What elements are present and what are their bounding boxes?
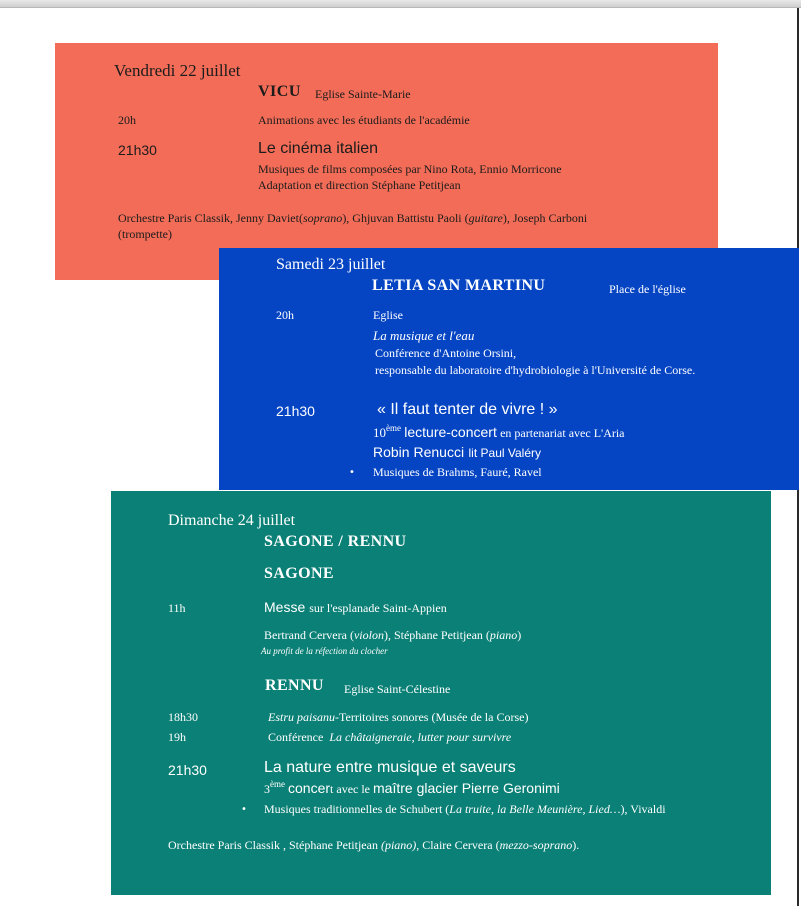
friday-event2-title: Le cinéma italien: [258, 140, 379, 157]
saturday-event2-title: « Il faut tenter de vivre ! »: [377, 401, 558, 418]
performer-role: guitare: [468, 211, 503, 225]
friday-event1-text: Animations avec les étudiants de l'académie: [258, 113, 470, 127]
friday-program-box: [55, 43, 718, 280]
bullet-icon: •: [241, 804, 247, 815]
mass-title: Messe: [264, 599, 306, 615]
sunday-mass-performers: [264, 628, 521, 643]
event-description: -Territoires sonores (Musée de la Corse): [335, 710, 529, 724]
sunday-mass-note: Au profit de la réfection du clocher: [261, 646, 388, 656]
event-partner: en partenariat avec L'Aria: [500, 426, 625, 440]
music-works: La truite, la Belle Meunière, Lied…: [449, 802, 621, 816]
sunday-event3-concert-line: [264, 780, 560, 797]
sunday-place1: SAGONE: [264, 565, 334, 582]
performer-text: Orchestre Paris Classik , Stéphane Petitjean: [168, 838, 381, 852]
performer-text: Orchestre Paris Classik, Jenny Daviet(: [118, 211, 303, 225]
friday-place: VICU: [258, 83, 301, 100]
mass-location: sur l'esplanade Saint-Appien: [309, 601, 447, 615]
music-text: ), Vivaldi: [620, 802, 666, 816]
friday-event1-time: 20h: [118, 113, 136, 127]
performer-role: piano: [489, 628, 518, 642]
sunday-event1-text: [268, 710, 528, 725]
saturday-event1-line1: Conférence d'Antoine Orsini,: [375, 346, 517, 360]
performer-text: Bertrand Cervera (: [264, 628, 354, 642]
sunday-mass-time: 11h: [168, 601, 186, 615]
edition-number: 10: [373, 425, 386, 440]
sunday-event3-time: 21h30: [168, 762, 207, 778]
sunday-mass-line: [264, 599, 447, 617]
performer-text: ): [517, 628, 522, 642]
sunday-venue2: Eglise Saint-Célestine: [344, 682, 451, 696]
music-text: Musiques traditionnelles de Schubert (: [264, 802, 450, 816]
saturday-venue: Place de l'église: [609, 282, 686, 296]
saturday-date: Samedi 23 juillet: [276, 256, 386, 273]
event-kind: concer: [288, 780, 331, 796]
event-title: Estru paisanu: [268, 710, 336, 724]
saturday-place: LETIA SAN MARTINU: [372, 277, 546, 294]
performer-text: ), Stéphane Petitjean (: [383, 628, 490, 642]
performer-role: violon: [353, 628, 384, 642]
saturday-event2-kind-line: [373, 424, 625, 441]
sunday-event2-time: 19h: [168, 730, 186, 744]
reader-name: Robin Renucci: [373, 444, 465, 460]
saturday-event2-music: Musiques de Brahms, Fauré, Ravel: [373, 465, 542, 479]
friday-event2-line1: Musiques de films composées par Nino Rota, Ennio Morricone: [258, 162, 562, 176]
sunday-performers: [168, 838, 579, 853]
sunday-program-box: [111, 491, 771, 895]
friday-event2-line2: Adaptation et direction Stéphane Petitjean: [258, 178, 461, 192]
saturday-event2-reader-line: [373, 444, 541, 462]
sunday-heading: SAGONE / RENNU: [264, 533, 407, 550]
sunday-event1-time: 18h30: [168, 710, 198, 724]
saturday-event1-line2: responsable du laboratoire d'hydrobiologie à l'Université de Corse.: [375, 363, 696, 377]
performer-text: ), Ghjuvan Battistu Paoli (: [342, 211, 469, 225]
bullet-icon: •: [349, 467, 355, 478]
ordinal-suffix: ème: [386, 423, 401, 433]
sunday-event3-music: [264, 802, 666, 817]
event-kind: Conférence: [268, 730, 324, 744]
reader-text: lit Paul Valéry: [468, 446, 541, 460]
performer-role: mezzo-soprano: [499, 838, 573, 852]
event-kind: lecture-concert: [404, 424, 497, 440]
saturday-event1-time: 20h: [276, 308, 294, 322]
guest-name: maître glacier Pierre Geronimi: [373, 780, 560, 796]
sunday-event2-text: [268, 730, 511, 745]
ordinal-suffix: ème: [270, 779, 285, 789]
performer-text: , Claire Cervera (: [416, 838, 500, 852]
window-top-bar: [0, 0, 801, 8]
friday-event2-time: 21h30: [118, 142, 157, 158]
saturday-event1-location: Eglise: [373, 308, 403, 322]
friday-date: Vendredi 22 juillet: [114, 61, 241, 80]
friday-performers-line1: [118, 211, 587, 226]
sunday-place2: RENNU: [265, 677, 324, 694]
performer-role: (piano): [380, 838, 417, 852]
performer-text: ), Joseph Carboni: [502, 211, 588, 225]
friday-performers-line2: (trompette): [118, 227, 172, 241]
saturday-program-box: [219, 248, 799, 490]
performer-text: ).: [572, 838, 580, 852]
saturday-event2-time: 21h30: [276, 403, 315, 419]
friday-venue: Eglise Sainte-Marie: [315, 87, 411, 101]
event-kind-suffix: t avec le: [330, 782, 371, 796]
sunday-event3-title: La nature entre musique et saveurs: [264, 759, 516, 776]
edition-number: 3: [264, 782, 270, 796]
saturday-event1-title: La musique et l'eau: [373, 328, 475, 343]
event-title: La châtaigneraie, lutter pour survivre: [329, 730, 512, 744]
performer-role: soprano: [302, 211, 343, 225]
sunday-date: Dimanche 24 juillet: [168, 512, 296, 529]
